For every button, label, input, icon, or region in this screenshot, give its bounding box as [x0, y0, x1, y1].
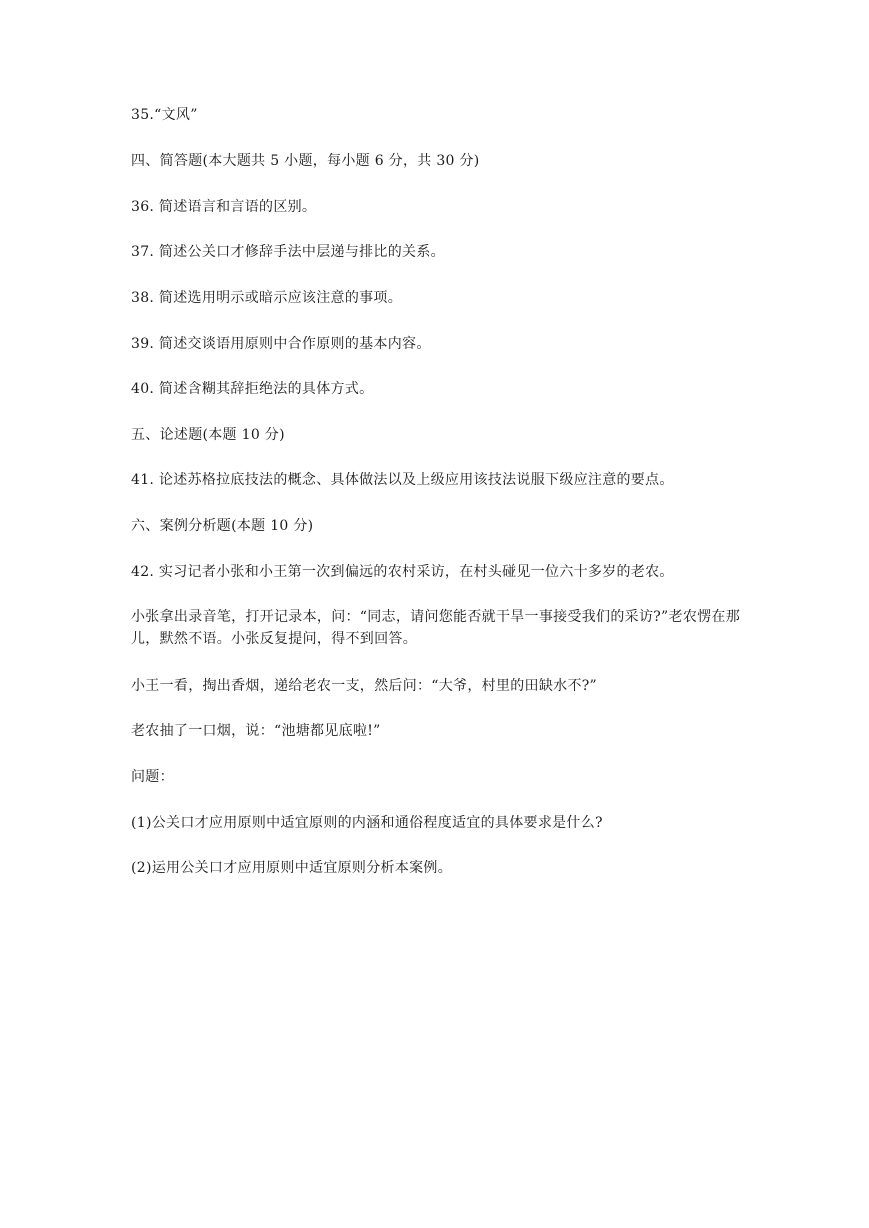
question-35: 35.“文风” [131, 107, 198, 123]
question-37: 37. 简述公关口才修辞手法中层递与排比的关系。 [131, 244, 445, 260]
questions-label: 问题： [131, 769, 174, 785]
section-heading-case-analysis: 六、案例分析题(本题 10 分) [131, 518, 314, 534]
section-heading-short-answer: 四、简答题(本大题共 5 小题，每小题 6 分，共 30 分) [131, 153, 480, 169]
sub-question-1: (1)公关口才应用原则中适宜原则的内涵和通俗程度适宜的具体要求是什么? [131, 815, 603, 831]
sub-question-2: (2)运用公关口才应用原则中适宜原则分析本案例。 [131, 860, 453, 876]
section-heading-essay: 五、论述题(本题 10 分) [131, 427, 285, 443]
question-36: 36. 简述语言和言语的区别。 [131, 199, 317, 215]
case-paragraph-2: 小王一看，掏出香烟，递给老农一支，然后问：“大爷，村里的田缺水不?” [131, 678, 598, 694]
case-paragraph-3: 老农抽了一口烟，说：“池塘都见底啦!” [131, 723, 381, 739]
question-41: 41. 论述苏格拉底技法的概念、具体做法以及上级应用该技法说服下级应注意的要点。 [131, 472, 674, 488]
case-paragraph-1: 小张拿出录音笔，打开记录本，问：“同志，请问您能否就干旱一事接受我们的采访?”老农愣在那儿，默然不语。小张反复提问，得不到回答。 [131, 609, 741, 647]
question-39: 39. 简述交谈语用原则中合作原则的基本内容。 [131, 336, 431, 352]
question-38: 38. 简述选用明示或暗示应该注意的事项。 [131, 290, 403, 306]
question-42: 42. 实习记者小张和小王第一次到偏远的农村采访，在村头碰见一位六十多岁的老农。 [131, 564, 674, 580]
question-40: 40. 简述含糊其辞拒绝法的具体方式。 [131, 381, 374, 397]
